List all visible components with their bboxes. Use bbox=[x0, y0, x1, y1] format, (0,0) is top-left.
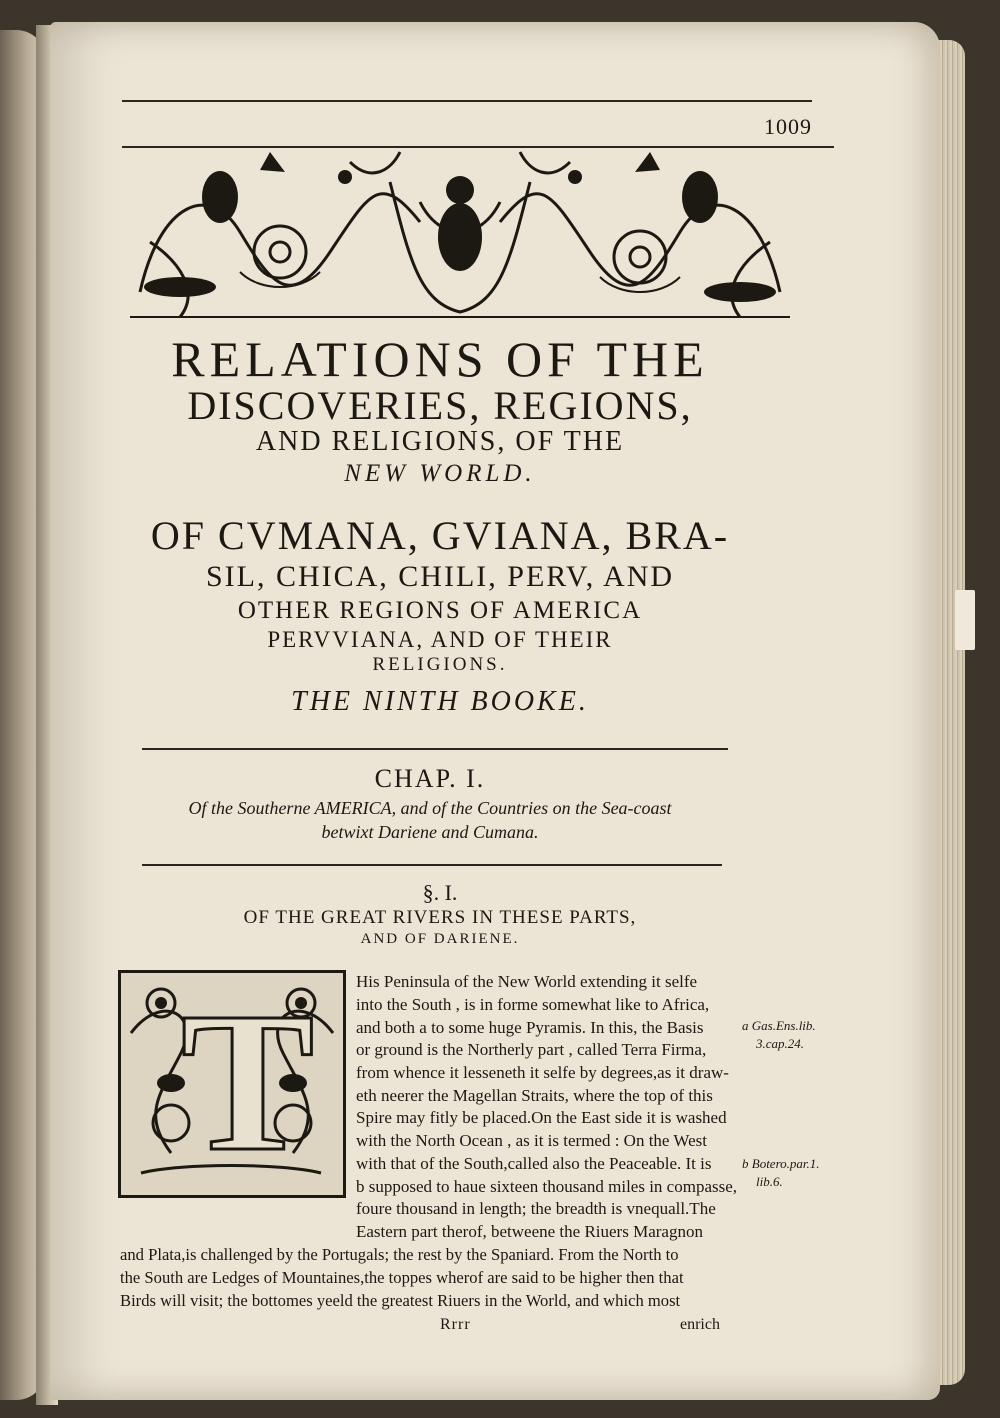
section-title-line-2: AND OF DARIENE. bbox=[360, 931, 520, 947]
margin-note: b Botero.par.1. bbox=[742, 1156, 820, 1171]
body-line: with the North Ocean , as it is termed : On the West bbox=[356, 1131, 707, 1150]
catchword: enrich bbox=[680, 1316, 720, 1333]
title-line-4: NEW WORLD. bbox=[344, 460, 536, 487]
body-line: eth neerer the Magellan Straits, where the top of this bbox=[356, 1086, 713, 1105]
body-line: b supposed to haue sixteen thousand miles in compasse, bbox=[356, 1177, 738, 1196]
body-line: or ground is the Northerly part , called Terra Firma, bbox=[356, 1040, 707, 1059]
signature-mark: Rrrr bbox=[440, 1316, 471, 1333]
margin-note: a Gas.Ens.lib. bbox=[742, 1018, 816, 1033]
bookmark-slip bbox=[955, 590, 975, 650]
body-line: from whence it lesseneth it selfe by degrees,as it draw- bbox=[356, 1063, 729, 1082]
body-line: His Peninsula of the New World extending it selfe bbox=[356, 972, 698, 991]
chapter-description-line-1: Of the Southerne AMERICA, and of the Countries on the Sea-coast bbox=[188, 798, 672, 818]
title-line-6: SIL, CHICA, CHILI, PERV, AND bbox=[205, 560, 675, 593]
title-line-7: OTHER REGIONS OF AMERICA bbox=[237, 597, 643, 624]
margin-note: lib.6. bbox=[756, 1174, 783, 1189]
body-line: Eastern part therof, betweene the Riuers Maragnon bbox=[356, 1222, 703, 1241]
initial-letter: T bbox=[181, 972, 315, 1193]
body-line: with that of the South,called also the Peaceable. It is bbox=[356, 1154, 712, 1173]
body-line: and Plata,is challenged by the Portugals; the rest by the Spaniard. From the North to bbox=[120, 1245, 679, 1264]
ornamental-headpiece bbox=[120, 142, 800, 332]
title-line-8: PERVVIANA, AND OF THEIR bbox=[267, 627, 613, 652]
body-line: and both a to some huge Pyramis. In this, the Basis bbox=[356, 1018, 704, 1037]
top-rule-1 bbox=[122, 100, 812, 102]
chapter-number: CHAP. I. bbox=[374, 764, 486, 793]
chapter-description-line-2: betwixt Dariene and Cumana. bbox=[321, 822, 539, 842]
title-line-9: RELIGIONS. bbox=[372, 654, 508, 675]
chapter-rule-bottom bbox=[142, 864, 722, 866]
margin-note: 3.cap.24. bbox=[756, 1036, 805, 1051]
title-line-3: AND RELIGIONS, OF THE bbox=[255, 426, 625, 457]
chapter-rule-top bbox=[142, 748, 728, 750]
body-line: foure thousand in length; the breadth is vnequall.The bbox=[356, 1199, 716, 1218]
title-line-5: OF CVMANA, GVIANA, BRA- bbox=[150, 513, 730, 558]
body-line: Birds will visit; the bottomes yeeld the greatest Riuers in the World, and which most bbox=[120, 1291, 681, 1310]
decorated-initial bbox=[118, 970, 346, 1198]
body-line: Spire may fitly be placed.On the East side it is washed bbox=[356, 1108, 727, 1127]
body-line: into the South , is in forme somewhat like to Africa, bbox=[356, 995, 710, 1014]
title-line-1: RELATIONS OF THE bbox=[171, 331, 709, 387]
section-mark: §. I. bbox=[422, 880, 458, 905]
book-heading: THE NINTH BOOKE. bbox=[291, 686, 589, 717]
section-title-line-1: OF THE GREAT RIVERS IN THESE PARTS, bbox=[243, 907, 637, 928]
body-line: the South are Ledges of Mountaines,the toppes wherof are said to be higher then that bbox=[120, 1268, 684, 1287]
page-number: 1009 bbox=[764, 114, 812, 139]
title-line-2: DISCOVERIES, REGIONS, bbox=[187, 383, 693, 428]
